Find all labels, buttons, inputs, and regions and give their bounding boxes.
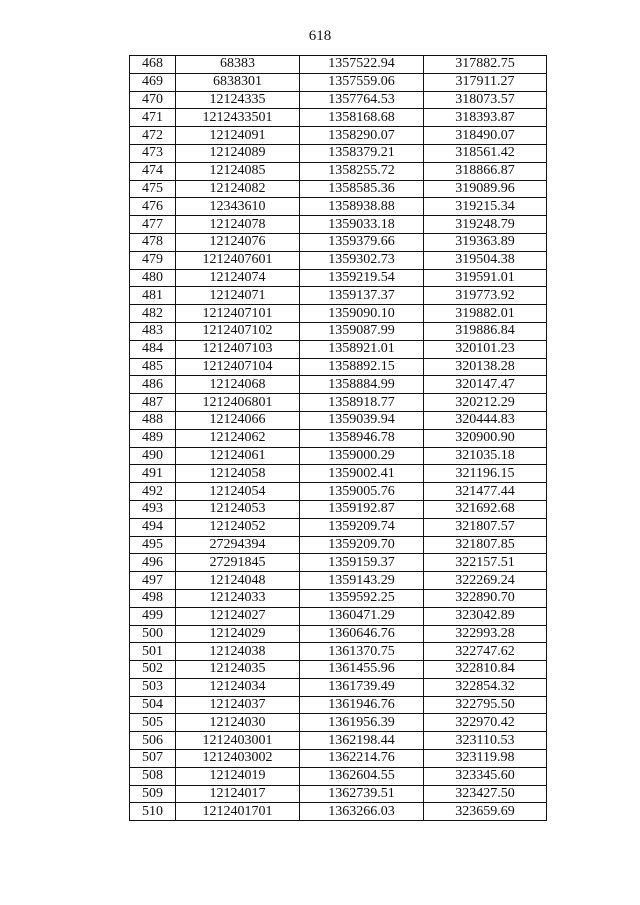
y-coordinate-cell: 323119.98 [424,750,547,768]
table-row [130,429,547,447]
y-coordinate-cell: 318561.42 [424,144,547,162]
row-number-cell: 490 [130,447,176,465]
point-id-cell: 1212403001 [176,732,300,750]
row-number-cell: 492 [130,483,176,501]
table-row [130,73,547,91]
row-number-cell: 484 [130,340,176,358]
row-number-cell: 503 [130,678,176,696]
row-number-cell: 468 [130,56,176,74]
point-id-cell: 12124071 [176,287,300,305]
table-row [130,233,547,251]
row-number-cell: 481 [130,287,176,305]
coordinates-table [129,55,547,821]
y-coordinate-cell: 319882.01 [424,305,547,323]
x-coordinate-cell: 1359002.41 [300,465,424,483]
row-number-cell: 495 [130,536,176,554]
table-row [130,696,547,714]
point-id-cell: 12124068 [176,376,300,394]
table-row [130,785,547,803]
point-id-cell: 12124054 [176,483,300,501]
y-coordinate-cell: 323110.53 [424,732,547,750]
row-number-cell: 486 [130,376,176,394]
table-row [130,447,547,465]
page-number: 618 [308,28,332,44]
point-id-cell: 12124048 [176,572,300,590]
table-row [130,180,547,198]
table-row [130,109,547,127]
y-coordinate-cell: 322747.62 [424,643,547,661]
point-id-cell: 12124052 [176,518,300,536]
table-row [130,500,547,518]
point-id-cell: 12124033 [176,589,300,607]
row-number-cell: 473 [130,144,176,162]
x-coordinate-cell: 1358938.88 [300,198,424,216]
x-coordinate-cell: 1362198.44 [300,732,424,750]
table-row [130,269,547,287]
point-id-cell: 1212407601 [176,251,300,269]
row-number-cell: 479 [130,251,176,269]
x-coordinate-cell: 1359039.94 [300,411,424,429]
point-id-cell: 12124074 [176,269,300,287]
y-coordinate-cell: 322993.28 [424,625,547,643]
x-coordinate-cell: 1359209.70 [300,536,424,554]
table-row [130,358,547,376]
y-coordinate-cell: 319248.79 [424,216,547,234]
row-number-cell: 475 [130,180,176,198]
x-coordinate-cell: 1358892.15 [300,358,424,376]
point-id-cell: 27291845 [176,554,300,572]
table-row [130,56,547,74]
row-number-cell: 505 [130,714,176,732]
y-coordinate-cell: 321477.44 [424,483,547,501]
row-number-cell: 474 [130,162,176,180]
table-row [130,536,547,554]
table-row [130,661,547,679]
table-row [130,625,547,643]
table-row [130,714,547,732]
y-coordinate-cell: 320212.29 [424,394,547,412]
row-number-cell: 493 [130,500,176,518]
table-row [130,287,547,305]
y-coordinate-cell: 319504.38 [424,251,547,269]
row-number-cell: 469 [130,73,176,91]
point-id-cell: 12124058 [176,465,300,483]
x-coordinate-cell: 1359302.73 [300,251,424,269]
point-id-cell: 12124085 [176,162,300,180]
x-coordinate-cell: 1362739.51 [300,785,424,803]
y-coordinate-cell: 322810.84 [424,661,547,679]
table-row [130,322,547,340]
y-coordinate-cell: 319886.84 [424,322,547,340]
point-id-cell: 12124019 [176,767,300,785]
row-number-cell: 489 [130,429,176,447]
x-coordinate-cell: 1358379.21 [300,144,424,162]
row-number-cell: 491 [130,465,176,483]
x-coordinate-cell: 1361455.96 [300,661,424,679]
table-row [130,216,547,234]
y-coordinate-cell: 322157.51 [424,554,547,572]
x-coordinate-cell: 1357522.94 [300,56,424,74]
x-coordinate-cell: 1359592.25 [300,589,424,607]
x-coordinate-cell: 1363266.03 [300,803,424,821]
row-number-cell: 485 [130,358,176,376]
x-coordinate-cell: 1360646.76 [300,625,424,643]
table-row [130,767,547,785]
y-coordinate-cell: 320444.83 [424,411,547,429]
row-number-cell: 510 [130,803,176,821]
point-id-cell: 27294394 [176,536,300,554]
x-coordinate-cell: 1359379.66 [300,233,424,251]
table-row [130,589,547,607]
y-coordinate-cell: 319773.92 [424,287,547,305]
y-coordinate-cell: 323042.89 [424,607,547,625]
table-body [130,56,547,821]
x-coordinate-cell: 1361956.39 [300,714,424,732]
point-id-cell: 1212406801 [176,394,300,412]
x-coordinate-cell: 1358290.07 [300,127,424,145]
point-id-cell: 12124017 [176,785,300,803]
x-coordinate-cell: 1358168.68 [300,109,424,127]
y-coordinate-cell: 319089.96 [424,180,547,198]
x-coordinate-cell: 1359159.37 [300,554,424,572]
x-coordinate-cell: 1359143.29 [300,572,424,590]
y-coordinate-cell: 322795.50 [424,696,547,714]
y-coordinate-cell: 322890.70 [424,589,547,607]
y-coordinate-cell: 321196.15 [424,465,547,483]
table-row [130,643,547,661]
x-coordinate-cell: 1358585.36 [300,180,424,198]
table-row [130,251,547,269]
table-row [130,572,547,590]
row-number-cell: 500 [130,625,176,643]
point-id-cell: 12124078 [176,216,300,234]
row-number-cell: 478 [130,233,176,251]
row-number-cell: 472 [130,127,176,145]
y-coordinate-cell: 323659.69 [424,803,547,821]
point-id-cell: 12343610 [176,198,300,216]
x-coordinate-cell: 1359192.87 [300,500,424,518]
row-number-cell: 487 [130,394,176,412]
table-row [130,198,547,216]
y-coordinate-cell: 319215.34 [424,198,547,216]
point-id-cell: 1212407101 [176,305,300,323]
x-coordinate-cell: 1358918.77 [300,394,424,412]
x-coordinate-cell: 1359090.10 [300,305,424,323]
x-coordinate-cell: 1359087.99 [300,322,424,340]
point-id-cell: 1212407103 [176,340,300,358]
y-coordinate-cell: 319363.89 [424,233,547,251]
point-id-cell: 12124030 [176,714,300,732]
y-coordinate-cell: 323427.50 [424,785,547,803]
x-coordinate-cell: 1358921.01 [300,340,424,358]
table-row [130,305,547,323]
row-number-cell: 483 [130,322,176,340]
table-row [130,483,547,501]
row-number-cell: 476 [130,198,176,216]
x-coordinate-cell: 1358255.72 [300,162,424,180]
row-number-cell: 508 [130,767,176,785]
y-coordinate-cell: 323345.60 [424,767,547,785]
point-id-cell: 12124335 [176,91,300,109]
y-coordinate-cell: 318866.87 [424,162,547,180]
table-row [130,750,547,768]
y-coordinate-cell: 321807.85 [424,536,547,554]
table-row [130,518,547,536]
y-coordinate-cell: 319591.01 [424,269,547,287]
row-number-cell: 470 [130,91,176,109]
row-number-cell: 496 [130,554,176,572]
row-number-cell: 506 [130,732,176,750]
y-coordinate-cell: 322970.42 [424,714,547,732]
point-id-cell: 1212403002 [176,750,300,768]
y-coordinate-cell: 321692.68 [424,500,547,518]
y-coordinate-cell: 321807.57 [424,518,547,536]
y-coordinate-cell: 318393.87 [424,109,547,127]
row-number-cell: 482 [130,305,176,323]
y-coordinate-cell: 321035.18 [424,447,547,465]
table-row [130,340,547,358]
point-id-cell: 12124029 [176,625,300,643]
y-coordinate-cell: 320900.90 [424,429,547,447]
point-id-cell: 12124066 [176,411,300,429]
row-number-cell: 480 [130,269,176,287]
x-coordinate-cell: 1359000.29 [300,447,424,465]
table-row [130,411,547,429]
point-id-cell: 1212407104 [176,358,300,376]
point-id-cell: 12124076 [176,233,300,251]
point-id-cell: 1212401701 [176,803,300,821]
row-number-cell: 507 [130,750,176,768]
point-id-cell: 68383 [176,56,300,74]
row-number-cell: 498 [130,589,176,607]
y-coordinate-cell: 320138.28 [424,358,547,376]
point-id-cell: 12124091 [176,127,300,145]
row-number-cell: 502 [130,661,176,679]
y-coordinate-cell: 318490.07 [424,127,547,145]
x-coordinate-cell: 1357764.53 [300,91,424,109]
y-coordinate-cell: 317911.27 [424,73,547,91]
row-number-cell: 494 [130,518,176,536]
x-coordinate-cell: 1358884.99 [300,376,424,394]
point-id-cell: 12124089 [176,144,300,162]
table-row [130,91,547,109]
y-coordinate-cell: 317882.75 [424,56,547,74]
point-id-cell: 12124035 [176,661,300,679]
x-coordinate-cell: 1359005.76 [300,483,424,501]
row-number-cell: 497 [130,572,176,590]
coordinates-table-container [129,55,547,821]
y-coordinate-cell: 322269.24 [424,572,547,590]
x-coordinate-cell: 1361370.75 [300,643,424,661]
table-row [130,803,547,821]
x-coordinate-cell: 1359137.37 [300,287,424,305]
table-row [130,732,547,750]
point-id-cell: 12124082 [176,180,300,198]
y-coordinate-cell: 320101.23 [424,340,547,358]
x-coordinate-cell: 1359219.54 [300,269,424,287]
point-id-cell: 12124053 [176,500,300,518]
table-row [130,607,547,625]
row-number-cell: 499 [130,607,176,625]
point-id-cell: 6838301 [176,73,300,91]
table-row [130,376,547,394]
point-id-cell: 12124038 [176,643,300,661]
table-row [130,144,547,162]
point-id-cell: 12124034 [176,678,300,696]
point-id-cell: 12124037 [176,696,300,714]
point-id-cell: 12124062 [176,429,300,447]
row-number-cell: 477 [130,216,176,234]
x-coordinate-cell: 1361739.49 [300,678,424,696]
row-number-cell: 509 [130,785,176,803]
x-coordinate-cell: 1362214.76 [300,750,424,768]
point-id-cell: 12124027 [176,607,300,625]
row-number-cell: 471 [130,109,176,127]
table-row [130,554,547,572]
table-row [130,678,547,696]
x-coordinate-cell: 1362604.55 [300,767,424,785]
x-coordinate-cell: 1359209.74 [300,518,424,536]
table-row [130,127,547,145]
table-row [130,465,547,483]
table-row [130,394,547,412]
x-coordinate-cell: 1360471.29 [300,607,424,625]
point-id-cell: 1212433501 [176,109,300,127]
y-coordinate-cell: 318073.57 [424,91,547,109]
point-id-cell: 12124061 [176,447,300,465]
x-coordinate-cell: 1359033.18 [300,216,424,234]
row-number-cell: 504 [130,696,176,714]
point-id-cell: 1212407102 [176,322,300,340]
y-coordinate-cell: 322854.32 [424,678,547,696]
row-number-cell: 501 [130,643,176,661]
x-coordinate-cell: 1358946.78 [300,429,424,447]
x-coordinate-cell: 1361946.76 [300,696,424,714]
table-row [130,162,547,180]
row-number-cell: 488 [130,411,176,429]
x-coordinate-cell: 1357559.06 [300,73,424,91]
y-coordinate-cell: 320147.47 [424,376,547,394]
